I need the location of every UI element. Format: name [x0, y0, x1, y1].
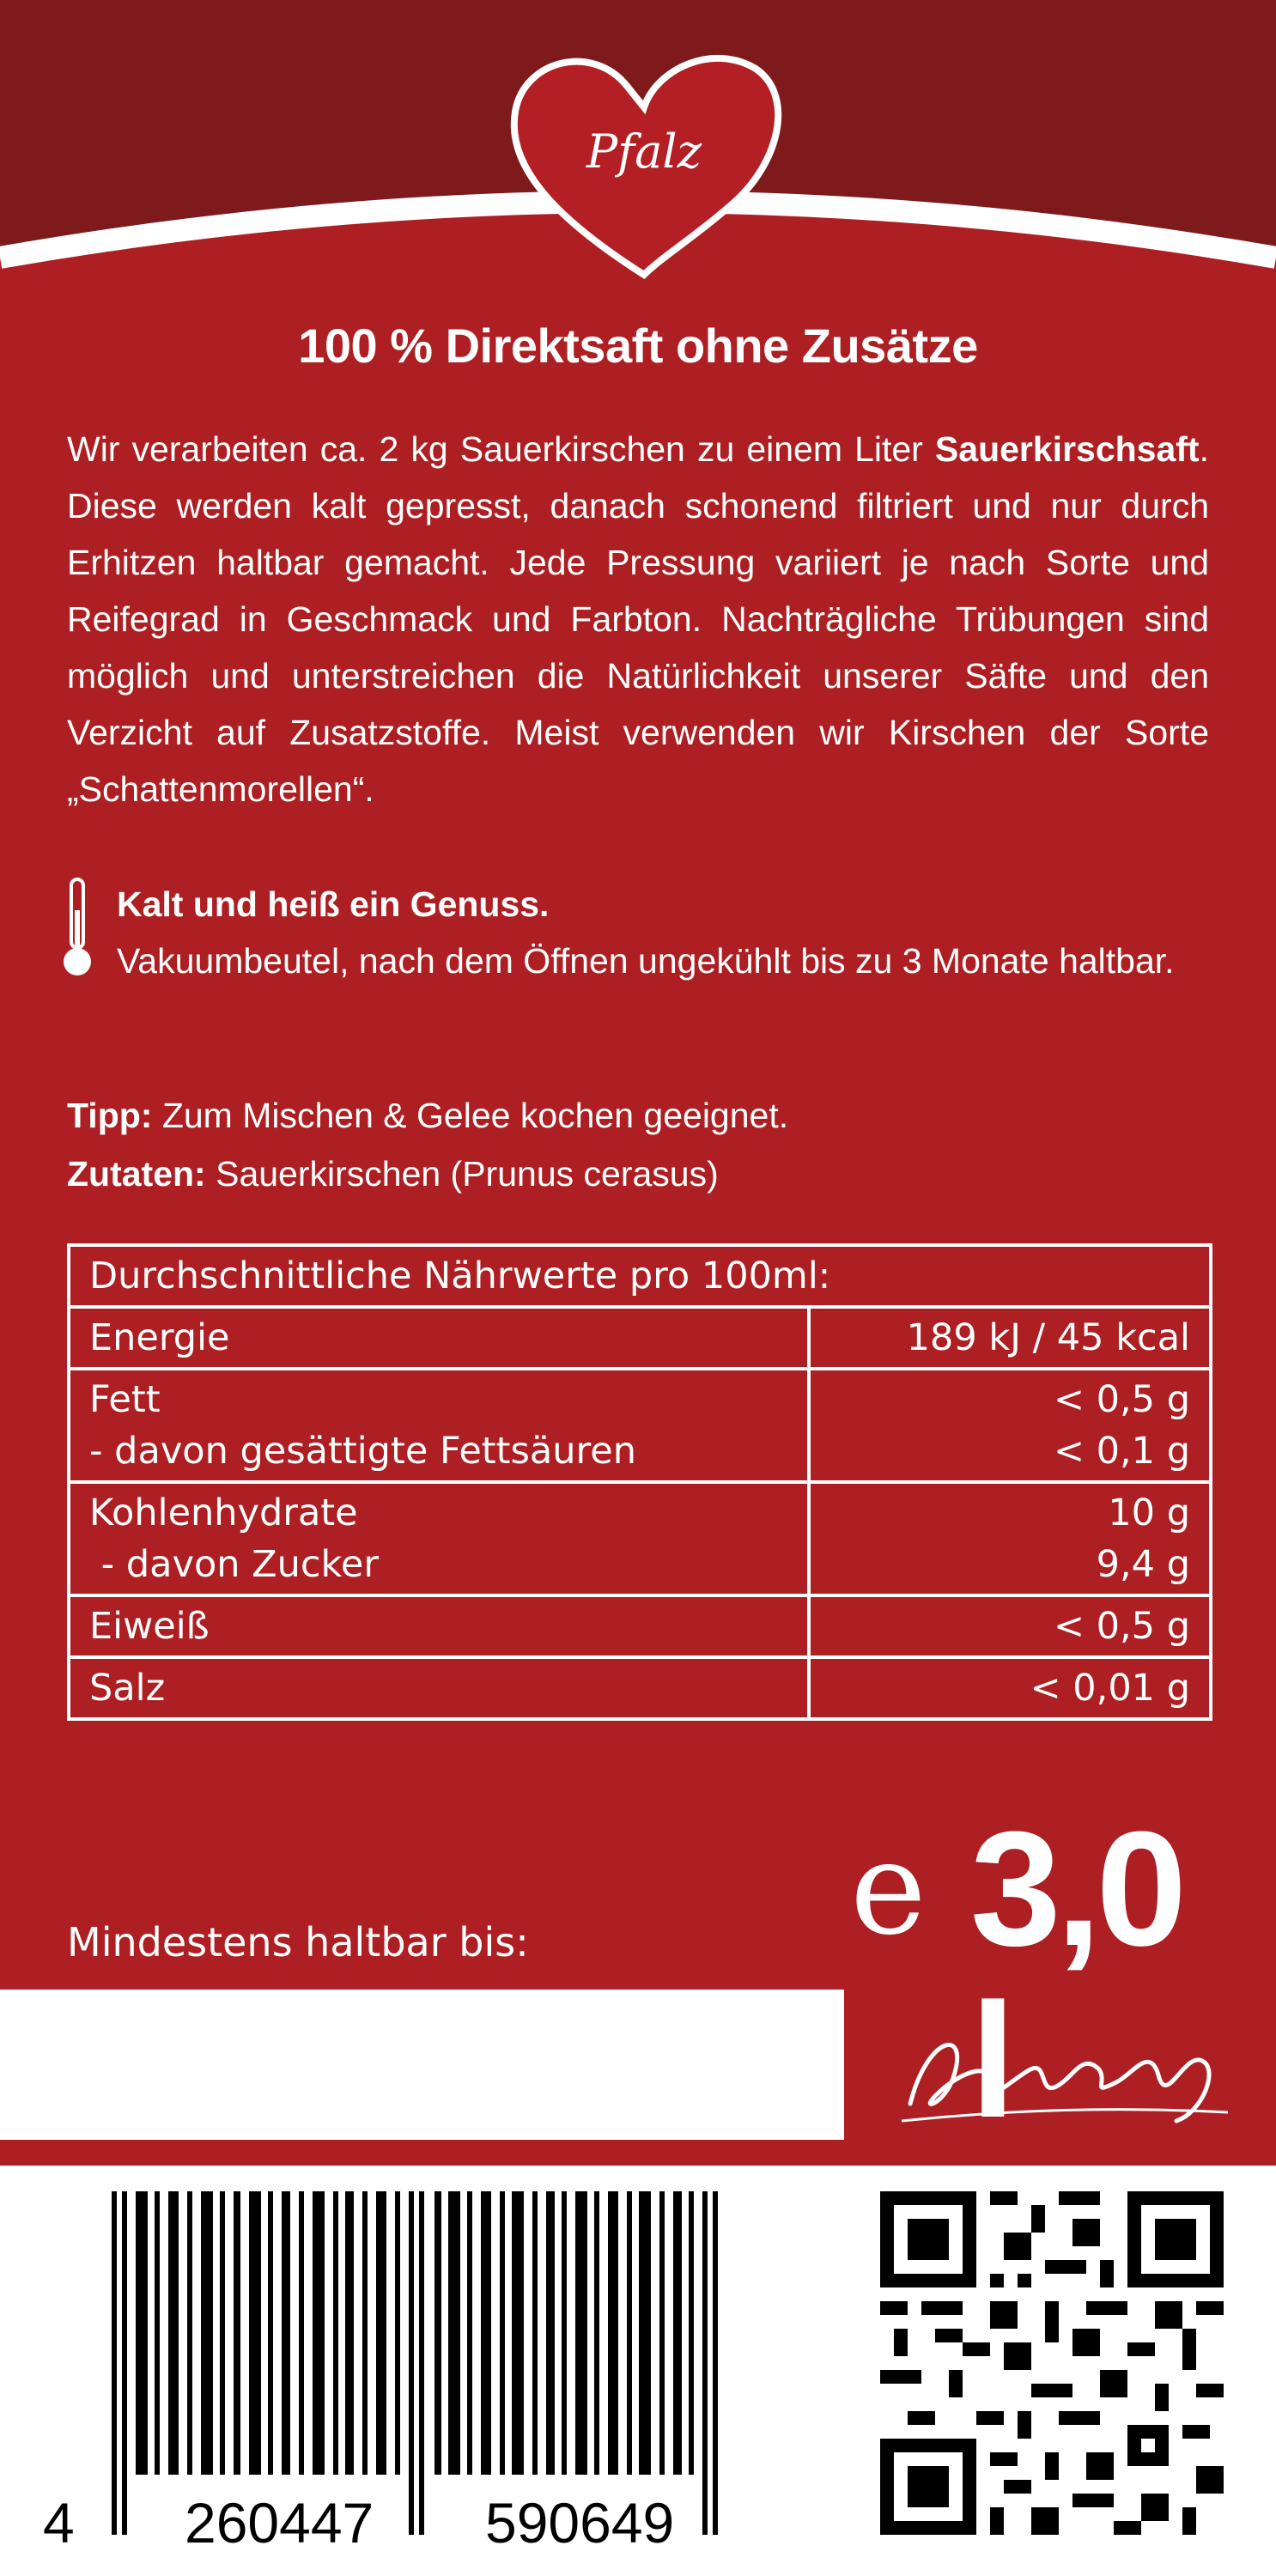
best-before-field	[0, 1990, 844, 2140]
qr-code	[880, 2191, 1224, 2535]
nutrient-value-group	[809, 1482, 1211, 1595]
table-row	[69, 1595, 1211, 1657]
ingredients-text: Sauerkirschen (Prunus cerasus)	[205, 1154, 719, 1194]
nutrient-value: < 0,5 g	[1053, 1378, 1190, 1421]
table-row	[69, 1307, 1211, 1369]
nutrient-name: Eiweiß	[69, 1595, 809, 1657]
heart-text: Pfalz	[586, 125, 702, 179]
barcode-digit-prefix: 4	[43, 2491, 75, 2555]
storage-title: Kalt und heiß ein Genuss.	[117, 884, 550, 924]
nutrient-name: Fett	[89, 1378, 161, 1421]
nutrient-name: Salz	[69, 1657, 809, 1719]
table-row	[69, 1369, 1211, 1482]
table-row	[69, 1657, 1211, 1719]
tip-line	[67, 1086, 1218, 1145]
nutrient-value: < 0,5 g	[809, 1595, 1211, 1657]
nutrient-name-group	[69, 1482, 809, 1595]
description-part-1: Wir verarbeiten ca. 2 kg Sauerkirschen zu einem Liter	[67, 429, 935, 469]
description-bold: Sauerkirschsaft	[934, 429, 1200, 469]
brand-signature	[893, 2001, 1237, 2138]
nutrition-table	[67, 1243, 1212, 1721]
nutrient-name-group	[69, 1369, 809, 1482]
best-before-label: Mindestens haltbar bis:	[67, 1919, 529, 1965]
estimated-sign: e	[850, 1814, 927, 1964]
nutrient-value-group	[809, 1369, 1211, 1482]
product-description	[67, 421, 1209, 817]
nutrient-value: < 0,01 g	[809, 1657, 1211, 1719]
tip-text: Zum Mischen & Gelee kochen geeignet.	[152, 1096, 789, 1135]
barcode-digits-right: 590649	[485, 2491, 675, 2555]
nutrient-name: Kohlenhydrate	[89, 1492, 358, 1534]
storage-text: Vakuumbeutel, nach dem Öffnen ungekühlt bis zu 3 Monate haltbar.	[117, 941, 1175, 981]
nutrient-name: Energie	[69, 1307, 809, 1369]
volume-value: 3,0 l	[970, 1798, 1182, 2152]
nutrient-subname: - davon Zucker	[89, 1543, 380, 1586]
nutrient-subvalue: < 0,1 g	[1053, 1430, 1190, 1473]
volume-mark	[850, 1798, 1228, 2152]
description-part-2: . Diese werden kalt gepresst, danach schonend filtriert und nur durch Erhitzen haltbar gemacht. Jede Pressung variiert je nach Sorte und Reifegrad in Geschmack und Farbton. Nachträgliche Trübungen sind möglich und unterstreichen die Natürlichkeit unserer Säfte und den Verzicht auf Zusatzstoffe. Meist verwenden wir Kirschen der Sorte „Schattenmorellen“.	[67, 429, 1209, 809]
ingredients-line	[67, 1145, 1218, 1203]
nutrient-subname: - davon gesättigte Fettsäuren	[89, 1430, 636, 1473]
storage-info	[67, 876, 1218, 989]
nutrient-value: 189 kJ / 45 kcal	[809, 1307, 1211, 1369]
nutrition-header-row	[69, 1245, 1211, 1307]
table-row	[69, 1482, 1211, 1595]
barcode-number	[43, 2490, 799, 2559]
barcode-digits-left: 260447	[185, 2491, 374, 2555]
tip-label: Tipp:	[67, 1096, 153, 1135]
tips-section	[67, 1086, 1218, 1203]
nutrition-header: Durchschnittliche Nährwerte pro 100ml:	[69, 1245, 1211, 1307]
ingredients-label: Zutaten:	[67, 1154, 206, 1194]
nutrient-subvalue: 9,4 g	[1096, 1543, 1190, 1586]
nutrient-value: 10 g	[1108, 1492, 1190, 1534]
headline: 100 % Direktsaft ohne Zusätze	[298, 319, 978, 373]
